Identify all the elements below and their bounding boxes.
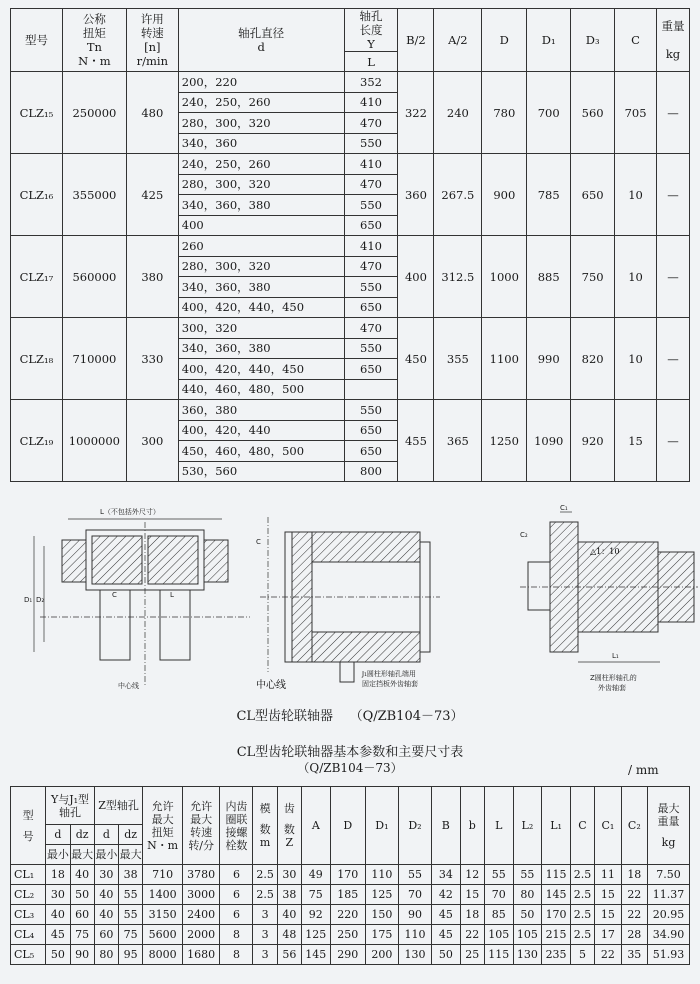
cl-col-module: 模 数 m: [253, 787, 277, 865]
cl-cell: 40: [94, 905, 118, 925]
note-right-1: Z圆柱形轴孔的: [590, 674, 637, 682]
cl-cell: 5600: [143, 925, 183, 945]
clz-cell-bore: 340，360，380: [178, 338, 344, 359]
cl-cell: 145: [301, 945, 330, 965]
clz-cell-d3: 820: [571, 318, 615, 400]
cl-col-a: A: [301, 787, 330, 865]
cl-cell: 80: [94, 945, 118, 965]
clz-row: [11, 400, 690, 421]
left-assembly-drawing: [24, 507, 250, 690]
cl-col-yj-dz: dz: [70, 825, 94, 845]
cl-cell: 45: [46, 925, 70, 945]
clz-cell-a2: 365: [434, 400, 482, 482]
cl-cell: CL₅: [11, 945, 46, 965]
clz-cell-b2: 400: [398, 236, 434, 318]
clz-cell-length: 650: [344, 441, 398, 462]
cl-cell: 40: [277, 905, 301, 925]
middle-sleeve-drawing: [256, 517, 440, 691]
clz-cell-weight: —: [657, 236, 690, 318]
clz-cell-bore: 440，460，480，500: [178, 379, 344, 400]
cl-cell: 48: [277, 925, 301, 945]
cl-cell: 40: [94, 885, 118, 905]
cl-cell: 35: [621, 945, 647, 965]
cl-col-yj: Y与J₁型轴孔: [46, 787, 95, 825]
clz-cell-bore: 340，360，380: [178, 277, 344, 298]
cl-cell: 42: [432, 885, 461, 905]
cl-cell: 49: [301, 865, 330, 885]
clz-row: [11, 72, 690, 93]
cl-col-z-dz: dz: [119, 825, 143, 845]
clz-cell-weight: —: [657, 72, 690, 154]
clz-cell-bore: 280，300，320: [178, 256, 344, 277]
clz-cell-d: 900: [482, 154, 527, 236]
cl-col-speed: 允许 最大 转速 转/分: [182, 787, 219, 865]
label-c1: C₁: [560, 504, 568, 512]
cl-cell: 55: [484, 865, 513, 885]
col-c: C: [615, 9, 657, 72]
clz-cell-model: CLZ₁₇: [11, 236, 63, 318]
clz-cell-d1: 990: [527, 318, 571, 400]
label-d2: D₂: [36, 596, 45, 604]
cl-cell: 2.5: [570, 865, 594, 885]
cl-cell: 105: [513, 925, 542, 945]
col-model: 型号: [11, 9, 63, 72]
cl-cell: 55: [119, 905, 143, 925]
cl-col-bolts: 内齿 圈联 接螺 栓数: [220, 787, 253, 865]
clz-cell-bore: 300，320: [178, 318, 344, 339]
clz-cell-bore: 400，420，440，450: [178, 359, 344, 380]
clz-cell-length: 352: [344, 72, 398, 93]
clz-cell-model: CLZ₁₆: [11, 154, 63, 236]
clz-cell-length: 550: [344, 400, 398, 421]
cl-col-z-max: 最大: [119, 845, 143, 865]
clz-cell-length: 550: [344, 338, 398, 359]
cl-row: [11, 865, 690, 885]
cl-cell: 80: [513, 885, 542, 905]
clz-row: [11, 236, 690, 257]
cl-cell: 3: [253, 905, 277, 925]
cl-cell: 290: [330, 945, 365, 965]
cl-col-l1: L₁: [542, 787, 571, 865]
cl-cell: 175: [365, 925, 398, 945]
cl-cell: 40: [70, 865, 94, 885]
clz-cell-length: 650: [344, 215, 398, 236]
label-centerline-mid: 中心线: [256, 680, 286, 691]
label-c2: C₂: [520, 531, 528, 539]
clz-cell-bore: 280，300，320: [178, 174, 344, 195]
cl-cell: 105: [484, 925, 513, 945]
clz-cell-d: 1100: [482, 318, 527, 400]
label-centerline-left: 中心线: [118, 682, 139, 690]
cl-cell: 130: [513, 945, 542, 965]
clz-cell-bore: 240，250，260: [178, 92, 344, 113]
cl-cell: 170: [330, 865, 365, 885]
cl-cell: 115: [542, 865, 571, 885]
label-taper: △1：10: [590, 547, 620, 556]
cl-cell: 45: [432, 925, 461, 945]
clz-cell-length: 470: [344, 174, 398, 195]
clz-cell-b2: 322: [398, 72, 434, 154]
cl-cell: CL₃: [11, 905, 46, 925]
cl-cell: 2.5: [570, 925, 594, 945]
cl-cell: CL₄: [11, 925, 46, 945]
cl-col-l2: L₂: [513, 787, 542, 865]
cl-cell: 2400: [182, 905, 219, 925]
clz-cell-bore: 280，300，320: [178, 113, 344, 134]
cl-cell: 51.93: [648, 945, 690, 965]
cl-cell: 92: [301, 905, 330, 925]
cl-cell: 22: [621, 885, 647, 905]
cl-cell: 215: [542, 925, 571, 945]
clz-cell-length: [344, 379, 398, 400]
cl-cell: 220: [330, 905, 365, 925]
cl-cell: 2.5: [570, 905, 594, 925]
cl-col-z: Z型轴孔: [94, 787, 143, 825]
cl-cell: 2.5: [253, 885, 277, 905]
cl-cell: 250: [330, 925, 365, 945]
clz-cell-c: 15: [615, 400, 657, 482]
cl-cell: 30: [277, 865, 301, 885]
clz-cell-b2: 360: [398, 154, 434, 236]
clz-cell-bore: 400，420，440，450: [178, 297, 344, 318]
cl-cell: 75: [119, 925, 143, 945]
cl-cell: 6: [220, 905, 253, 925]
cl-cell: 28: [621, 925, 647, 945]
clz-cell-length: 470: [344, 318, 398, 339]
cl-cell: 34: [432, 865, 461, 885]
col-torque: 公称 扭矩 Tn N・m: [62, 9, 126, 72]
cl-cell: 50: [513, 905, 542, 925]
clz-cell-speed: 425: [126, 154, 178, 236]
cl-cell: 22: [595, 945, 621, 965]
clz-cell-bore: 240，250，260: [178, 154, 344, 175]
clz-cell-torque: 355000: [62, 154, 126, 236]
cl-cell: 38: [277, 885, 301, 905]
cl-cell: 55: [119, 885, 143, 905]
clz-cell-length: 550: [344, 277, 398, 298]
cl-col-c: C: [570, 787, 594, 865]
clz-cell-d3: 560: [571, 72, 615, 154]
cl-cell: 130: [398, 945, 431, 965]
cl-cell: 50: [70, 885, 94, 905]
cl-cell: 2.5: [570, 885, 594, 905]
clz-cell-a2: 240: [434, 72, 482, 154]
clz-cell-length: 650: [344, 297, 398, 318]
cl-cell: 200: [365, 945, 398, 965]
clz-cell-bore: 450，460，480，500: [178, 441, 344, 462]
clz-cell-bore: 530，560: [178, 461, 344, 482]
label-c-mid: C: [256, 538, 261, 546]
label-length: L（不包括外尺寸）: [100, 508, 160, 516]
cl-cell: 170: [542, 905, 571, 925]
clz-row: [11, 318, 690, 339]
note-mid-2: 固定挡板外齿轴套: [362, 680, 418, 688]
clz-table: [10, 8, 690, 482]
cl-cell: 34.90: [648, 925, 690, 945]
note-right-2: 外齿轴套: [598, 684, 626, 692]
clz-cell-length: 800: [344, 461, 398, 482]
clz-cell-a2: 312.5: [434, 236, 482, 318]
clz-cell-bore: 260: [178, 236, 344, 257]
cl-cell: 1400: [143, 885, 183, 905]
cl-cell: 30: [46, 885, 70, 905]
cl-cell: 6: [220, 885, 253, 905]
cl-col-yj-max: 最大: [70, 845, 94, 865]
clz-row: [11, 154, 690, 175]
table-title: CL型齿轮联轴器基本参数和主要尺寸表: [236, 745, 464, 760]
cl-cell: 185: [330, 885, 365, 905]
clz-cell-bore: 400，420，440: [178, 420, 344, 441]
cl-col-d1: D₁: [365, 787, 398, 865]
clz-cell-bore: 400: [178, 215, 344, 236]
cl-col-z-min: 最小: [94, 845, 118, 865]
cl-cell: 95: [119, 945, 143, 965]
cl-col-torque: 允许 最大 扭矩 N・m: [143, 787, 183, 865]
cl-cell: 45: [432, 905, 461, 925]
cl-col-c1: C₁: [595, 787, 621, 865]
cl-cell: 8: [220, 925, 253, 945]
cl-cell: 2.5: [253, 865, 277, 885]
cl-col-c2: C₂: [621, 787, 647, 865]
clz-cell-c: 10: [615, 236, 657, 318]
cl-cell: 3780: [182, 865, 219, 885]
cl-cell: 2000: [182, 925, 219, 945]
clz-cell-length: 410: [344, 236, 398, 257]
cl-cell: 70: [484, 885, 513, 905]
cl-row: [11, 925, 690, 945]
clz-cell-speed: 380: [126, 236, 178, 318]
clz-cell-d: 1250: [482, 400, 527, 482]
clz-cell-bore: 340，360，380: [178, 195, 344, 216]
cl-col-yj-d: d: [46, 825, 70, 845]
cl-cell: 25: [460, 945, 484, 965]
col-d: D: [482, 9, 527, 72]
cl-cell: 110: [398, 925, 431, 945]
cl-cell: 11.37: [648, 885, 690, 905]
cl-cell: 70: [398, 885, 431, 905]
clz-cell-torque: 1000000: [62, 400, 126, 482]
cl-cell: 15: [595, 885, 621, 905]
cl-row: [11, 885, 690, 905]
label-l-left: L: [170, 591, 174, 599]
col-weight: 重量 kg: [657, 9, 690, 72]
cl-cell: 22: [460, 925, 484, 945]
clz-cell-c: 10: [615, 318, 657, 400]
cl-cell: 50: [46, 945, 70, 965]
clz-cell-model: CLZ₁₈: [11, 318, 63, 400]
cl-cell: 12: [460, 865, 484, 885]
clz-cell-a2: 267.5: [434, 154, 482, 236]
clz-cell-torque: 710000: [62, 318, 126, 400]
cl-cell: 150: [365, 905, 398, 925]
clz-cell-c: 10: [615, 154, 657, 236]
clz-cell-bore: 340，360: [178, 133, 344, 154]
right-sleeve-drawing: [520, 504, 698, 692]
cl-cell: 3150: [143, 905, 183, 925]
clz-cell-torque: 250000: [62, 72, 126, 154]
cl-table: [10, 786, 690, 965]
clz-cell-length: 550: [344, 195, 398, 216]
cl-col-z-d: d: [94, 825, 118, 845]
coupling-drawing: [0, 492, 700, 702]
cl-cell: 7.50: [648, 865, 690, 885]
col-d3: D₃: [571, 9, 615, 72]
clz-cell-length: 410: [344, 92, 398, 113]
clz-cell-bore: 200，220: [178, 72, 344, 93]
clz-cell-length: 650: [344, 420, 398, 441]
cl-col-d: D: [330, 787, 365, 865]
label-d1: D₁: [24, 596, 33, 604]
clz-cell-d: 780: [482, 72, 527, 154]
cl-cell: 40: [46, 905, 70, 925]
col-length-l: L: [344, 52, 398, 72]
cl-cell: 15: [595, 905, 621, 925]
cl-cell: 8: [220, 945, 253, 965]
cl-cell: 38: [119, 865, 143, 885]
clz-cell-weight: —: [657, 318, 690, 400]
cl-cell: 710: [143, 865, 183, 885]
clz-cell-bore: 360，380: [178, 400, 344, 421]
cl-col-weight: 最大 重量 kg: [648, 787, 690, 865]
cl-cell: 235: [542, 945, 571, 965]
clz-cell-d1: 700: [527, 72, 571, 154]
col-a2: A/2: [434, 9, 482, 72]
clz-cell-model: CLZ₁₉: [11, 400, 63, 482]
cl-cell: 60: [70, 905, 94, 925]
cl-cell: 5: [570, 945, 594, 965]
cl-cell: 3000: [182, 885, 219, 905]
cl-cell: 6: [220, 865, 253, 885]
clz-cell-d1: 885: [527, 236, 571, 318]
cl-cell: 8000: [143, 945, 183, 965]
table-standard: （Q/ZB104－73）: [297, 761, 403, 775]
cl-cell: 18: [460, 905, 484, 925]
clz-cell-speed: 480: [126, 72, 178, 154]
col-speed: 许用 转速 [n] r/min: [126, 9, 178, 72]
cl-cell: 18: [46, 865, 70, 885]
cl-cell: 1680: [182, 945, 219, 965]
cl-cell: 30: [94, 865, 118, 885]
clz-cell-weight: —: [657, 400, 690, 482]
clz-cell-model: CLZ₁₅: [11, 72, 63, 154]
clz-cell-c: 705: [615, 72, 657, 154]
label-c-left: C: [112, 591, 117, 599]
cl-cell: 55: [513, 865, 542, 885]
cl-cell: 60: [94, 925, 118, 945]
cl-cell: 17: [595, 925, 621, 945]
cl-col-yj-min: 最小: [46, 845, 70, 865]
cl-cell: 145: [542, 885, 571, 905]
cl-cell: CL₂: [11, 885, 46, 905]
figure-caption: CL型齿轮联轴器 （Q/ZB104－73）: [236, 709, 464, 724]
clz-cell-d3: 920: [571, 400, 615, 482]
clz-cell-weight: —: [657, 154, 690, 236]
clz-cell-b2: 455: [398, 400, 434, 482]
cl-cell: CL₁: [11, 865, 46, 885]
cl-cell: 110: [365, 865, 398, 885]
cl-cell: 15: [460, 885, 484, 905]
clz-cell-torque: 560000: [62, 236, 126, 318]
cl-col-b-lower: b: [460, 787, 484, 865]
unit-label: / mm: [628, 763, 659, 777]
clz-cell-length: 650: [344, 359, 398, 380]
cl-cell: 125: [301, 925, 330, 945]
col-d1: D₁: [527, 9, 571, 72]
clz-cell-length: 470: [344, 256, 398, 277]
col-bore-diameter: 轴孔直径 d: [178, 9, 344, 72]
cl-cell: 56: [277, 945, 301, 965]
cl-cell: 3: [253, 945, 277, 965]
cl-cell: 3: [253, 925, 277, 945]
col-bore-length: 轴孔 长度 Y: [344, 9, 398, 52]
clz-cell-d1: 1090: [527, 400, 571, 482]
cl-cell: 90: [398, 905, 431, 925]
cl-cell: 115: [484, 945, 513, 965]
cl-col-model: 型 号: [11, 787, 46, 865]
cl-cell: 125: [365, 885, 398, 905]
col-b2: B/2: [398, 9, 434, 72]
cl-cell: 55: [398, 865, 431, 885]
clz-cell-d3: 750: [571, 236, 615, 318]
cl-cell: 75: [70, 925, 94, 945]
clz-cell-d1: 785: [527, 154, 571, 236]
clz-cell-b2: 450: [398, 318, 434, 400]
cl-cell: 20.95: [648, 905, 690, 925]
clz-cell-d: 1000: [482, 236, 527, 318]
cl-row: [11, 945, 690, 965]
label-l1: L₁: [612, 652, 619, 660]
cl-cell: 18: [621, 865, 647, 885]
cl-cell: 50: [432, 945, 461, 965]
cl-cell: 90: [70, 945, 94, 965]
clz-cell-d3: 650: [571, 154, 615, 236]
clz-cell-a2: 355: [434, 318, 482, 400]
cl-col-d2: D₂: [398, 787, 431, 865]
cl-col-teeth: 齿 数 Z: [277, 787, 301, 865]
cl-col-b-upper: B: [432, 787, 461, 865]
cl-cell: 11: [595, 865, 621, 885]
clz-cell-speed: 330: [126, 318, 178, 400]
cl-cell: 85: [484, 905, 513, 925]
clz-cell-speed: 300: [126, 400, 178, 482]
cl-cell: 22: [621, 905, 647, 925]
cl-cell: 75: [301, 885, 330, 905]
note-mid-1: J₁圆柱形轴孔端用: [362, 670, 416, 678]
clz-cell-length: 410: [344, 154, 398, 175]
cl-row: [11, 905, 690, 925]
cl-col-l: L: [484, 787, 513, 865]
clz-cell-length: 470: [344, 113, 398, 134]
clz-cell-length: 550: [344, 133, 398, 154]
